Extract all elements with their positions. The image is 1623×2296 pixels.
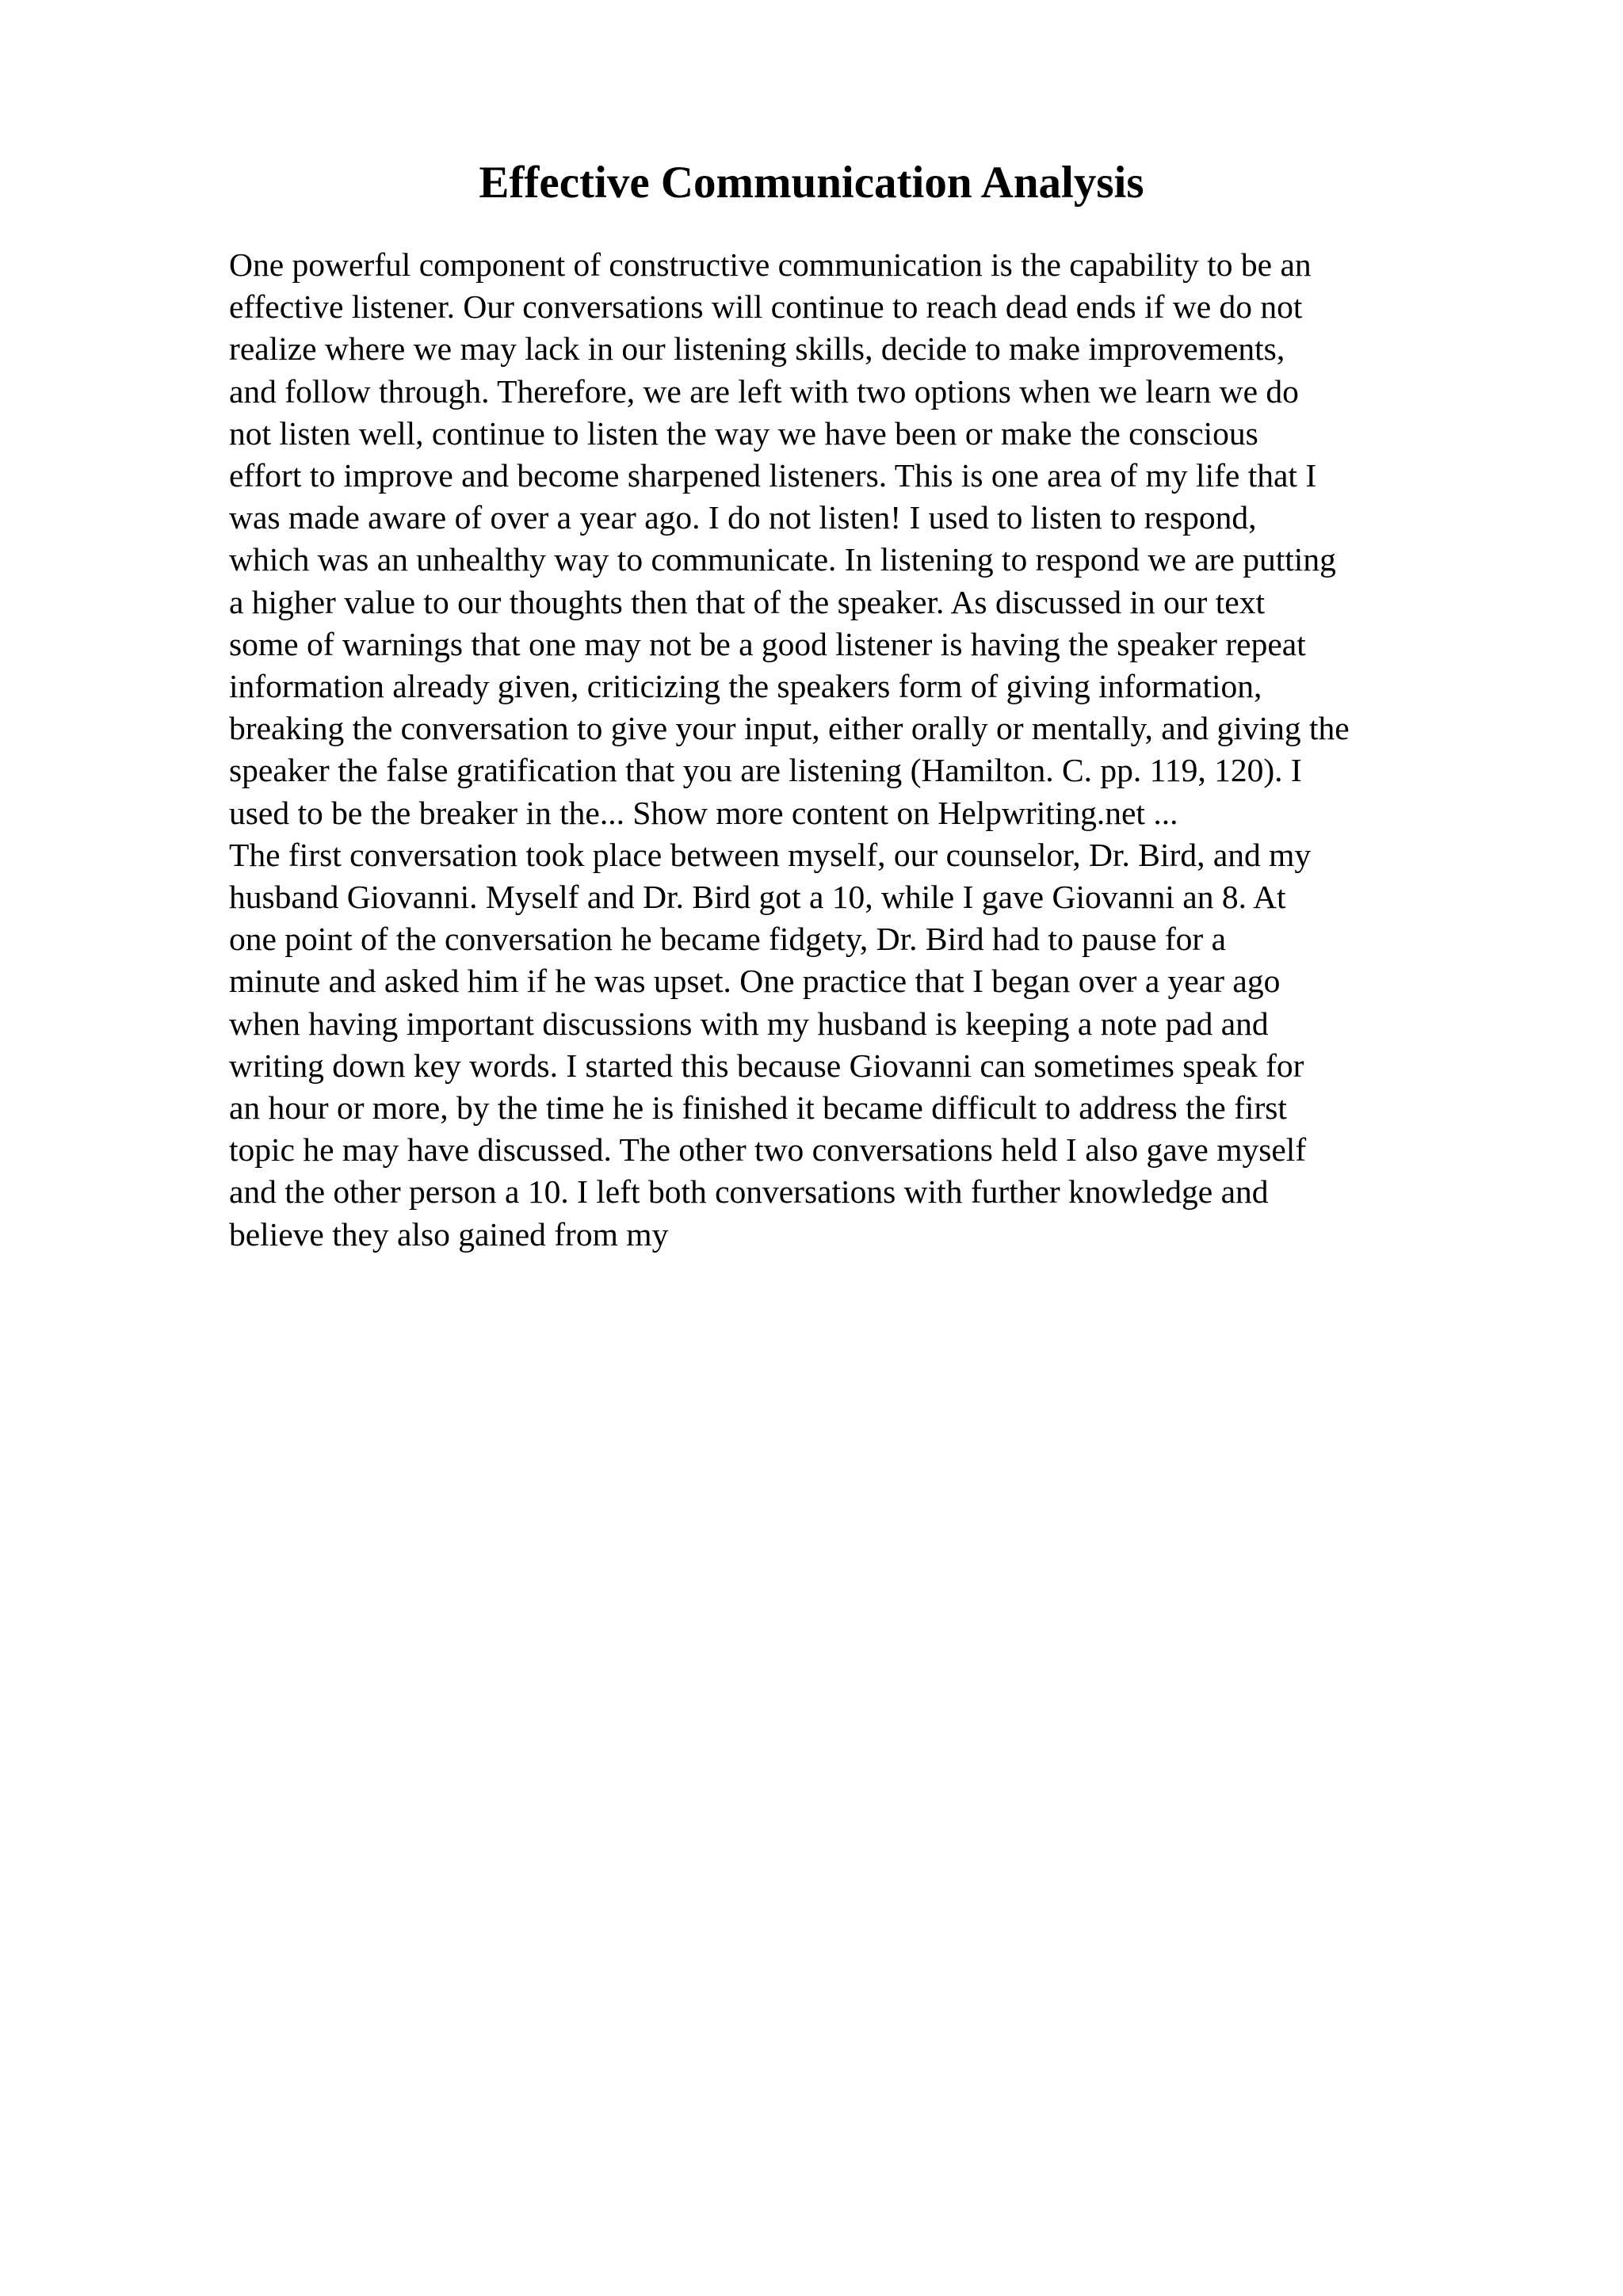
body-line: effort to improve and become sharpened listeners. This is one area of my life that I [229,457,1317,494]
document-body [229,244,1529,1256]
body-line: some of warnings that one may not be a good listener is having the speaker repeat [229,625,1306,662]
body-line: realize where we may lack in our listening skills, decide to make improvements, [229,330,1285,368]
body-line: not listen well, continue to listen the way we have been or make the conscious [229,414,1258,452]
body-line: One powerful component of constructive communication is the capability to be an [229,246,1312,283]
body-line: was made aware of over a year ago. I do not listen! I used to listen to respond, [229,499,1257,536]
body-line: The first conversation took place between myself, our counselor, Dr. Bird, and my [229,836,1312,873]
body-line: husband Giovanni. Myself and Dr. Bird got a 10, while I gave Giovanni an 8. At [229,879,1286,916]
body-line: information already given, criticizing the speakers form of giving information, [229,668,1262,705]
body-line: writing down key words. I started this because Giovanni can sometimes speak for [229,1047,1304,1084]
body-line: speaker the false gratification that you are listening (Hamilton. C. pp. 119, 120). I [229,752,1302,789]
body-line: and the other person a 10. I left both conversations with further knowledge and [229,1173,1269,1211]
body-line: breaking the conversation to give your input, either orally or mentally, and giving the [229,710,1350,747]
body-line: a higher value to our thoughts then that of the speaker. As discussed in our text [229,583,1265,620]
document-title: Effective Communication Analysis [479,158,1144,208]
body-line: effective listener. Our conversations will continue to reach dead ends if we do not [229,288,1303,326]
body-line: minute and asked him if he was upset. One practice that I began over a year ago [229,963,1281,1000]
body-line: one point of the conversation he became fidgety, Dr. Bird had to pause for a [229,921,1227,958]
body-line: believe they also gained from my [229,1215,669,1253]
body-line: which was an unhealthy way to communicate. In listening to respond we are putting [229,541,1336,578]
body-line: topic he may have discussed. The other two conversations held I also gave myself [229,1131,1307,1169]
body-line: used to be the breaker in the... Show more content on Helpwriting.net ... [229,794,1178,831]
body-line: and follow through. Therefore, we are left with two options when we learn we do [229,372,1299,410]
body-line: when having important discussions with my husband is keeping a note pad and [229,1005,1269,1042]
body-line: an hour or more, by the time he is finished it became difficult to address the first [229,1089,1287,1127]
